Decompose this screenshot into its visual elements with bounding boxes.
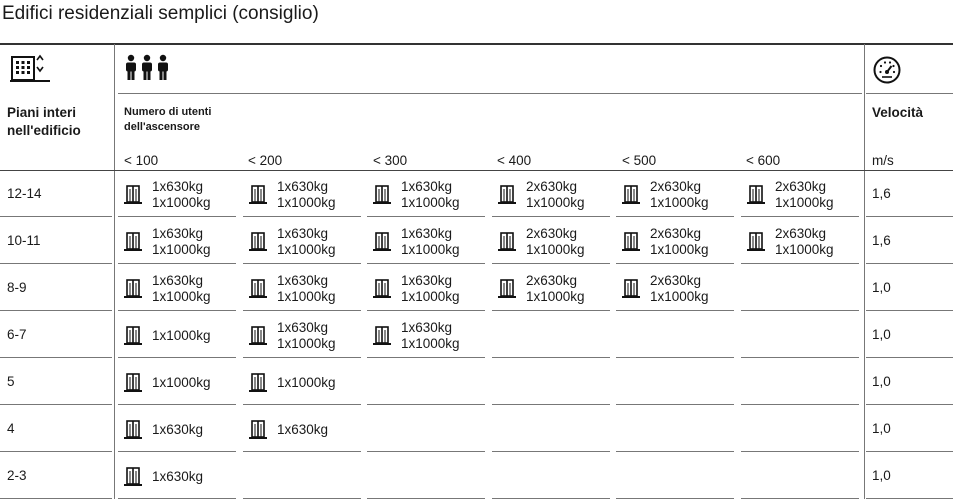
- elevator-spec: 1x630kg: [152, 272, 204, 288]
- elevator-spec: 1x1000kg: [152, 241, 211, 257]
- cell-rule: [367, 498, 485, 499]
- elevator-icon: [373, 232, 391, 257]
- cell-rule: [492, 498, 610, 499]
- elevator-spec: 1x1000kg: [775, 241, 834, 257]
- elevator-spec: 1x1000kg: [526, 194, 585, 210]
- elevator-config: [249, 406, 359, 453]
- elevator-spec: 1x1000kg: [152, 327, 211, 343]
- speedometer-icon: [872, 55, 902, 90]
- elevator-config: [622, 265, 732, 312]
- elevator-icon: [373, 326, 391, 351]
- row-rule-floors: [0, 263, 112, 264]
- elevator-spec: 1x1000kg: [152, 288, 211, 304]
- cell-rule: [492, 451, 610, 452]
- row-rule-speed: [866, 498, 953, 499]
- floor-range: 4: [7, 420, 15, 436]
- cell-rule: [616, 451, 734, 452]
- cell-rule: [616, 357, 734, 358]
- elevator-icon: [124, 467, 142, 492]
- elevator-config: [124, 312, 234, 359]
- row-rule-floors: [0, 310, 112, 311]
- elevator-spec: 1x1000kg: [277, 374, 336, 390]
- column-divider-speed: [864, 44, 865, 499]
- elevator-config: [373, 218, 483, 265]
- elevator-icon: [249, 185, 267, 210]
- page-title: Edifici residenziali semplici (consiglio): [2, 3, 319, 24]
- column-header-users-400: < 400: [497, 153, 532, 168]
- elevator-spec: 1x1000kg: [650, 288, 709, 304]
- row-rule-floors: [0, 498, 112, 499]
- elevator-spec: 1x1000kg: [277, 288, 336, 304]
- elevator-icon: [124, 326, 142, 351]
- elevator-spec: 1x630kg: [152, 225, 204, 241]
- row-rule-floors: [0, 216, 112, 217]
- elevator-icon: [249, 279, 267, 304]
- elevator-icon: [622, 232, 640, 257]
- row-rule-speed: [866, 451, 953, 452]
- elevator-icon: [124, 279, 142, 304]
- elevator-icon: [249, 420, 267, 445]
- elevator-icon: [622, 279, 640, 304]
- elevator-icon: [373, 185, 391, 210]
- cell-rule: [741, 404, 859, 405]
- elevator-config: [249, 312, 359, 359]
- header-icon-rule-speed: [866, 93, 953, 94]
- elevator-spec: 1x1000kg: [401, 241, 460, 257]
- column-divider-floors: [114, 44, 115, 499]
- elevator-spec: 1x630kg: [152, 468, 204, 484]
- speed-header-label: Velocità: [872, 105, 924, 120]
- elevator-spec: 2x630kg: [650, 178, 702, 194]
- elevator-spec: 1x1000kg: [775, 194, 834, 210]
- elevator-spec: 2x630kg: [526, 225, 578, 241]
- floor-range: 2-3: [7, 467, 27, 483]
- elevator-spec: 1x630kg: [277, 272, 329, 288]
- elevator-spec: 1x630kg: [277, 225, 329, 241]
- row-rule-speed: [866, 216, 953, 217]
- row-rule-floors: [0, 451, 112, 452]
- elevator-spec: 2x630kg: [775, 225, 827, 241]
- cell-rule: [741, 310, 859, 311]
- cell-rule: [616, 404, 734, 405]
- elevator-spec: 1x630kg: [152, 178, 204, 194]
- elevator-spec: 1x630kg: [401, 272, 453, 288]
- cell-rule: [243, 498, 361, 499]
- cell-rule: [741, 451, 859, 452]
- elevator-config: [373, 312, 483, 359]
- speed-value: 1,0: [872, 373, 891, 389]
- row-rule-speed: [866, 263, 953, 264]
- elevator-spec: 1x630kg: [277, 178, 329, 194]
- cell-rule: [616, 498, 734, 499]
- elevator-spec: 2x630kg: [526, 178, 578, 194]
- cell-rule: [367, 451, 485, 452]
- elevator-spec: 1x1000kg: [277, 335, 336, 351]
- row-rule-speed: [866, 404, 953, 405]
- speed-value: 1,0: [872, 467, 891, 483]
- users-header-label: Numero di utenti dell'ascensore: [124, 106, 212, 133]
- elevator-spec: 2x630kg: [650, 272, 702, 288]
- elevator-spec: 1x1000kg: [526, 241, 585, 257]
- people-group-icon: [124, 54, 170, 87]
- column-header-users-200: < 200: [248, 153, 283, 168]
- elevator-config: [498, 265, 608, 312]
- elevator-icon: [498, 279, 516, 304]
- speed-value: 1,0: [872, 326, 891, 342]
- row-rule-speed: [866, 310, 953, 311]
- elevator-config: [747, 171, 857, 218]
- elevator-icon: [498, 232, 516, 257]
- elevator-spec: 1x630kg: [401, 319, 453, 335]
- elevator-config: [124, 265, 234, 312]
- elevator-spec: 2x630kg: [775, 178, 827, 194]
- elevator-config: [124, 218, 234, 265]
- column-header-users-100: < 100: [124, 153, 159, 168]
- speed-value: 1,0: [872, 420, 891, 436]
- elevator-spec: 1x630kg: [401, 178, 453, 194]
- elevator-config: [747, 218, 857, 265]
- elevator-config: [498, 218, 608, 265]
- elevator-config: [124, 453, 234, 500]
- floor-range: 8-9: [7, 279, 27, 295]
- elevator-spec: 1x630kg: [152, 421, 204, 437]
- elevator-spec: 1x1000kg: [152, 374, 211, 390]
- elevator-icon: [622, 185, 640, 210]
- elevator-config: [124, 359, 234, 406]
- floor-range: 6-7: [7, 326, 27, 342]
- elevator-config: [124, 406, 234, 453]
- elevator-icon: [124, 232, 142, 257]
- elevator-spec: 1x630kg: [277, 421, 329, 437]
- elevator-config: [622, 218, 732, 265]
- cell-rule: [492, 357, 610, 358]
- elevator-icon: [124, 420, 142, 445]
- cell-rule: [492, 404, 610, 405]
- row-rule-floors: [0, 357, 112, 358]
- column-header-users-600: < 600: [746, 153, 781, 168]
- elevator-icon: [124, 185, 142, 210]
- column-header-users-500: < 500: [622, 153, 657, 168]
- elevator-icon: [747, 232, 765, 257]
- elevator-spec: 1x1000kg: [526, 288, 585, 304]
- elevator-spec: 1x1000kg: [401, 335, 460, 351]
- elevator-icon: [124, 373, 142, 398]
- cell-rule: [367, 404, 485, 405]
- elevator-spec: 1x1000kg: [277, 194, 336, 210]
- elevator-spec: 1x1000kg: [650, 194, 709, 210]
- elevator-spec: 1x1000kg: [277, 241, 336, 257]
- elevator-icon: [249, 326, 267, 351]
- elevator-icon: [747, 185, 765, 210]
- elevator-spec: 2x630kg: [526, 272, 578, 288]
- elevator-icon: [498, 185, 516, 210]
- elevator-spec: 2x630kg: [650, 225, 702, 241]
- row-rule-floors: [0, 404, 112, 405]
- elevator-spec: 1x1000kg: [650, 241, 709, 257]
- speed-value: 1,6: [872, 185, 891, 201]
- speed-unit-label: m/s: [872, 153, 894, 168]
- speed-value: 1,0: [872, 279, 891, 295]
- building-floors-icon: [10, 53, 50, 88]
- elevator-spec: 1x630kg: [277, 319, 329, 335]
- elevator-config: [249, 359, 359, 406]
- elevator-config: [498, 171, 608, 218]
- elevator-spec: 1x1000kg: [401, 288, 460, 304]
- elevator-config: [249, 171, 359, 218]
- row-rule-speed: [866, 357, 953, 358]
- elevator-config: [249, 218, 359, 265]
- elevator-config: [249, 265, 359, 312]
- elevator-spec: 1x1000kg: [401, 194, 460, 210]
- speed-value: 1,6: [872, 232, 891, 248]
- elevator-icon: [249, 373, 267, 398]
- floors-header-label: Piani interi nell'edificio: [7, 105, 81, 138]
- elevator-config: [373, 265, 483, 312]
- elevator-config: [124, 171, 234, 218]
- elevator-icon: [373, 279, 391, 304]
- header-icon-rule: [118, 93, 862, 94]
- cell-rule: [741, 498, 859, 499]
- floor-range: 5: [7, 373, 15, 389]
- cell-rule: [741, 357, 859, 358]
- elevator-config: [622, 171, 732, 218]
- floor-range: 10-11: [7, 232, 41, 248]
- floor-range: 12-14: [7, 185, 42, 201]
- elevator-icon: [249, 232, 267, 257]
- elevator-config: [373, 171, 483, 218]
- elevator-spec: 1x630kg: [401, 225, 453, 241]
- table-top-rule: [0, 43, 953, 45]
- elevator-spec: 1x1000kg: [152, 194, 211, 210]
- column-header-users-300: < 300: [373, 153, 408, 168]
